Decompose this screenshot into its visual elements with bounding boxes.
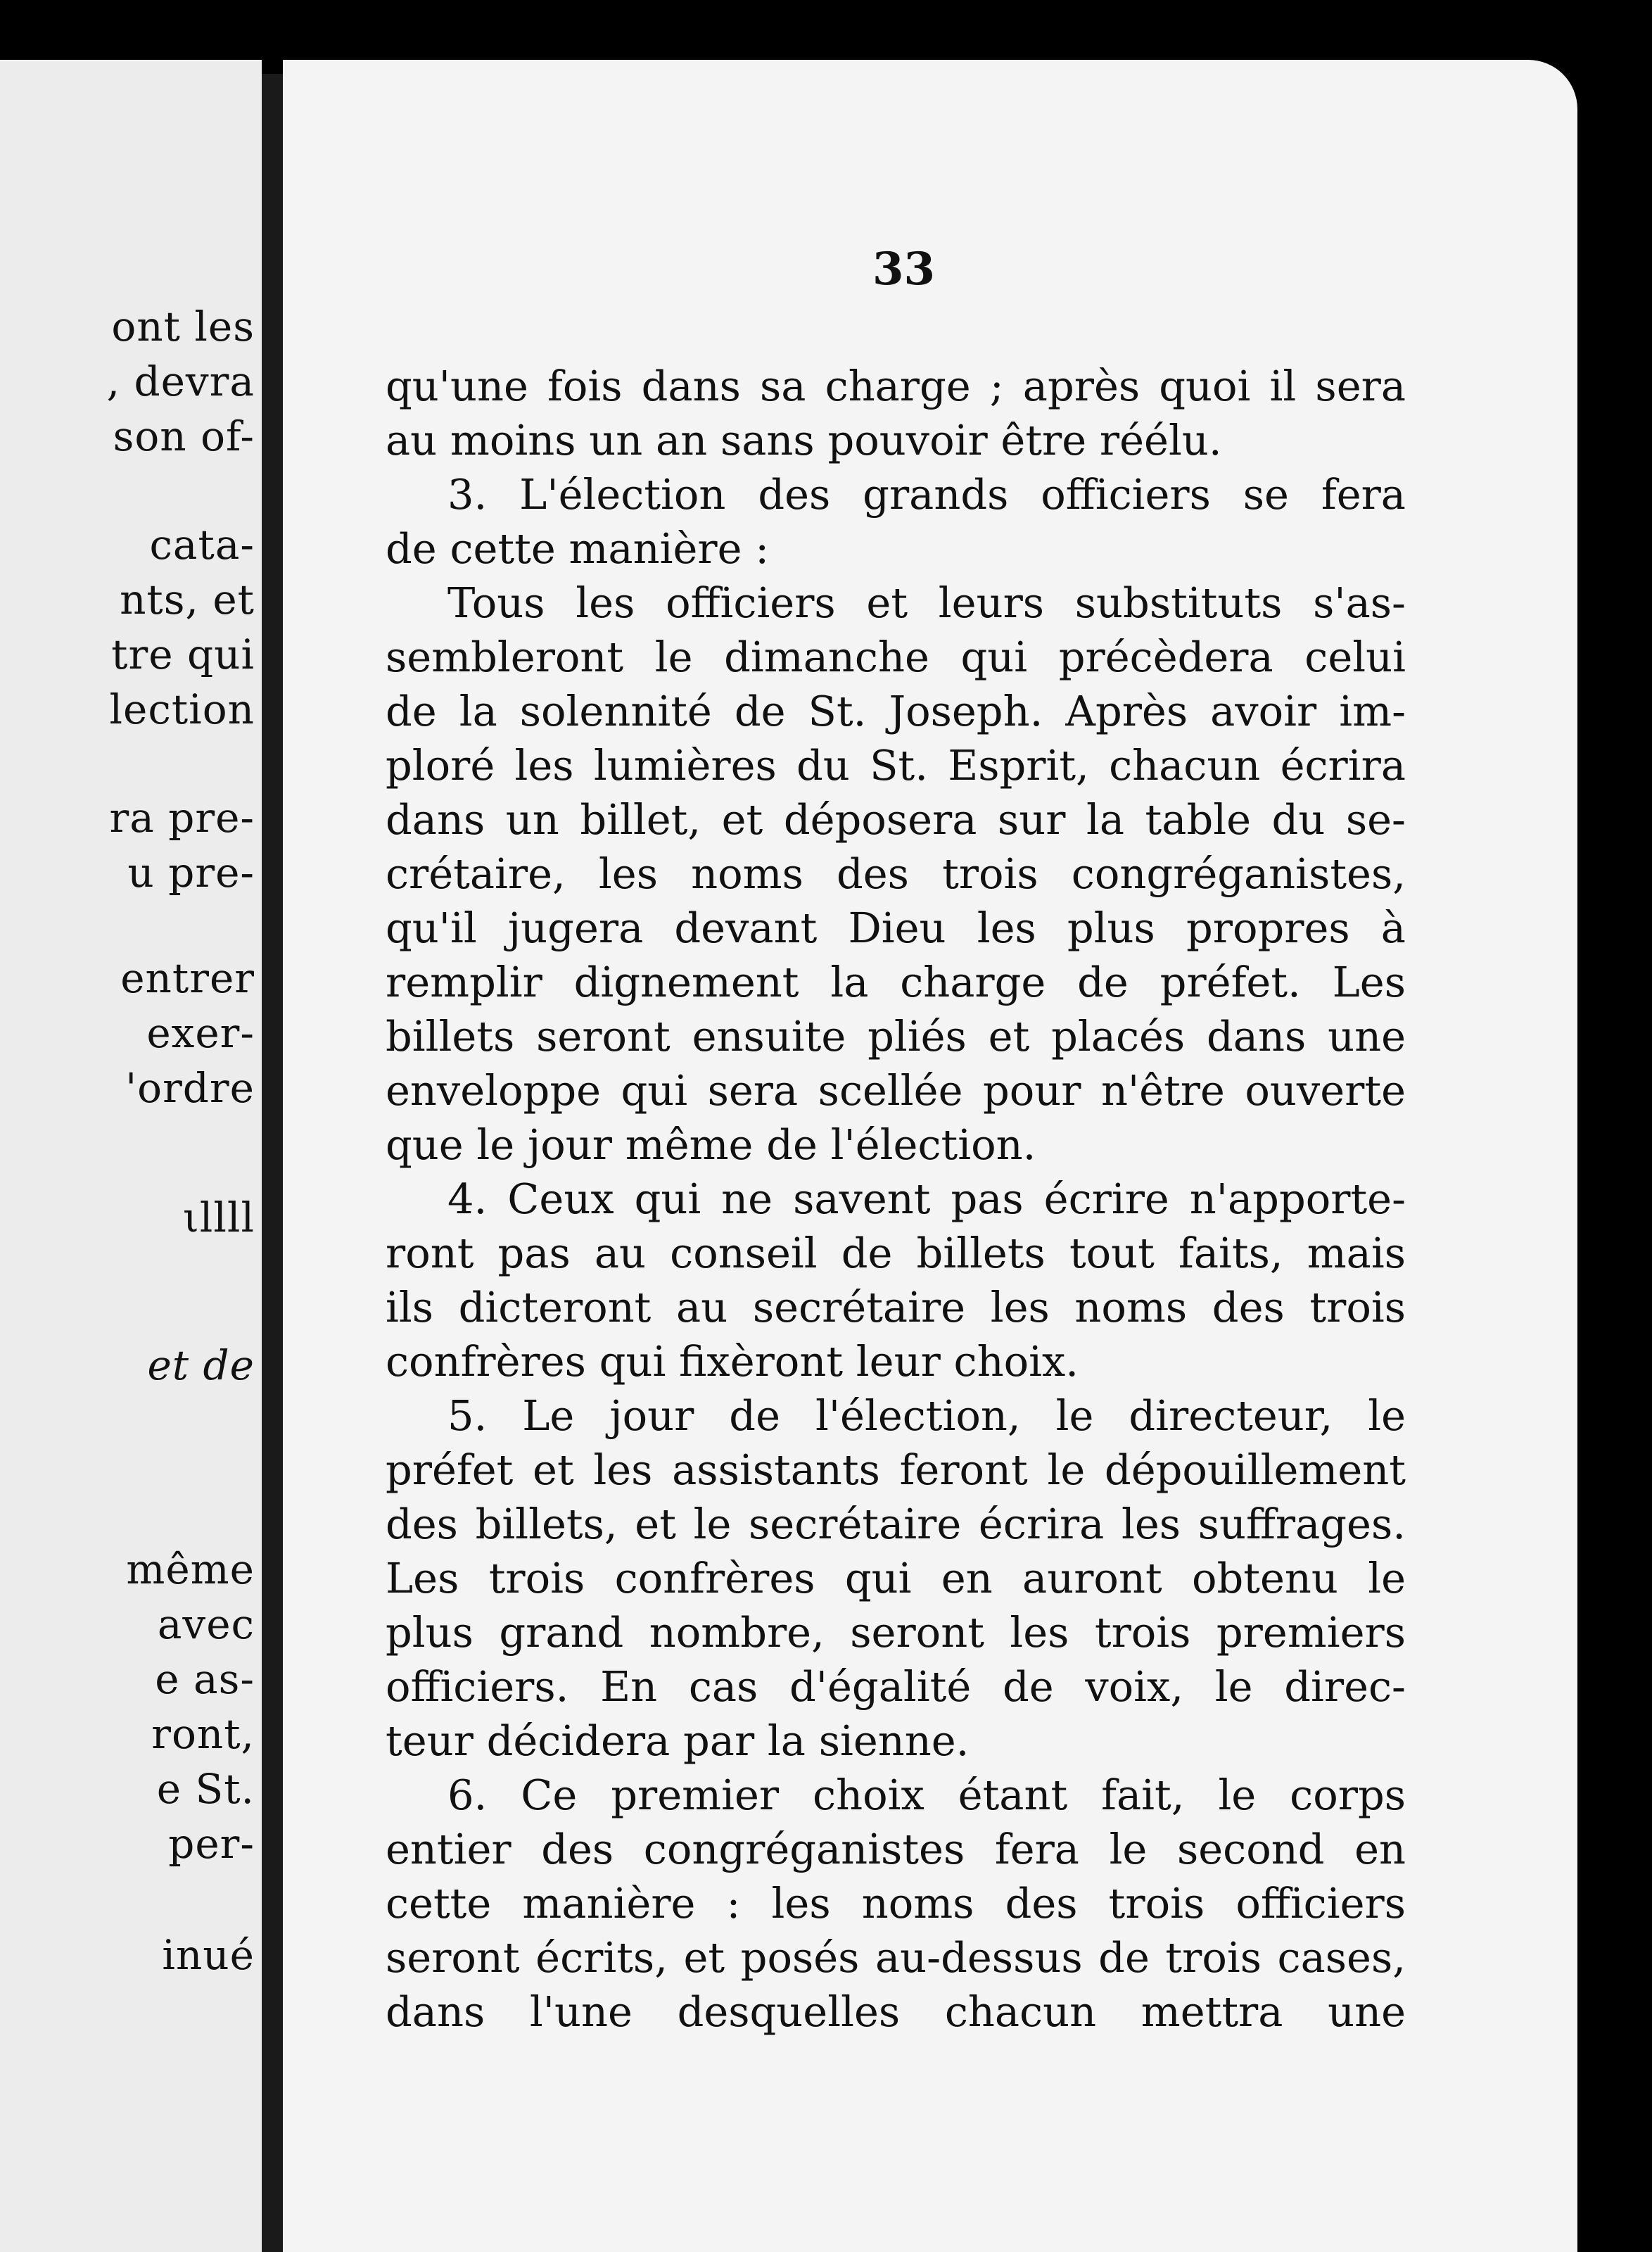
text-line: dans un billet, et déposera sur la table du se- — [386, 795, 1406, 844]
text-line: crétaire, les noms des trois congréganistes, — [386, 849, 1406, 898]
left-page — [0, 60, 262, 2252]
text-line: enveloppe qui sera scellée pour n'être ouverte — [386, 1066, 1406, 1115]
left-page-fragment: cata- — [149, 521, 255, 569]
left-page-fragment: même — [126, 1545, 255, 1593]
text-line: qu'une fois dans sa charge ; après quoi il sera — [386, 362, 1406, 410]
text-line: 3. L'élection des grands officiers se fera — [447, 470, 1406, 519]
text-line: ploré les lumières du St. Esprit, chacun écrira — [386, 741, 1406, 790]
left-page-fragment: ra pre- — [109, 794, 255, 842]
text-line: plus grand nombre, seront les trois premiers — [386, 1608, 1406, 1657]
text-line: officiers. En cas d'égalité de voix, le direc- — [386, 1662, 1406, 1711]
left-page-fragment: u pre- — [127, 849, 255, 897]
text-line: 4. Ceux qui ne savent pas écrire n'apporte- — [447, 1175, 1406, 1223]
text-line: préfet et les assistants feront le dépouillement — [386, 1446, 1406, 1494]
text-line: cette manière : les noms des trois officiers — [386, 1879, 1406, 1928]
left-page-fragment: e as- — [155, 1655, 255, 1703]
left-page-fragment: 'ordre — [125, 1064, 255, 1112]
text-line: confrères qui fixèront leur choix. — [386, 1337, 1079, 1386]
left-page-fragment: ιllll — [183, 1194, 255, 1241]
text-line: 5. Le jour de l'élection, le directeur, le — [447, 1391, 1406, 1440]
left-page-fragment: tre qui — [111, 631, 255, 678]
text-line: de la solennité de St. Joseph. Après avoir im- — [386, 687, 1406, 735]
body-text — [386, 359, 1406, 2039]
text-line: ils dicteront au secrétaire les noms des trois — [386, 1283, 1406, 1331]
text-line: teur décidera par la sienne. — [386, 1716, 970, 1765]
text-line: dans l'une desquelles chacun mettra une — [386, 1987, 1406, 2036]
text-line: entier des congréganistes fera le second en — [386, 1825, 1406, 1873]
left-page-fragment: inué — [162, 1931, 255, 1979]
text-line: remplir dignement la charge de préfet. Les — [386, 958, 1406, 1006]
text-line: qu'il jugera devant Dieu les plus propres à — [386, 904, 1406, 952]
left-page-fragment: ont les — [111, 303, 255, 350]
text-line: au moins un an sans pouvoir être réélu. — [386, 416, 1222, 464]
left-page-fragment: entrer — [120, 954, 255, 1002]
left-page-fragment: e St. — [156, 1765, 255, 1813]
text-line: Les trois confrères qui en auront obtenu le — [386, 1554, 1406, 1602]
left-page-fragment: ront, — [151, 1710, 255, 1758]
left-page-fragment: avec — [157, 1600, 255, 1648]
text-line: que le jour même de l'élection. — [386, 1120, 1036, 1169]
left-page-fragment: son of- — [113, 412, 255, 460]
text-line: ront pas au conseil de billets tout faits, mais — [386, 1229, 1406, 1277]
left-page-fragment: lection — [109, 685, 255, 733]
left-page-fragment: exer- — [146, 1009, 255, 1057]
text-line: billets seront ensuite pliés et placés dans une — [386, 1012, 1406, 1061]
text-line: de cette manière : — [386, 524, 770, 573]
text-line: 6. Ce premier choix étant fait, le corps — [447, 1771, 1406, 1819]
text-line: Tous les officiers et leurs substituts s'as- — [447, 578, 1406, 627]
text-line: sembleront le dimanche qui précèdera celui — [386, 633, 1406, 681]
text-line: seront écrits, et posés au-dessus de trois cases, — [386, 1933, 1406, 1982]
book-gutter — [262, 74, 283, 2252]
left-page-fragment: , devra — [106, 358, 255, 405]
left-page-fragment: nts, et — [120, 576, 255, 624]
page-number: 33 — [872, 243, 936, 296]
text-line: des billets, et le secrétaire écrira les suffrages. — [386, 1500, 1406, 1548]
left-page-fragment: per- — [168, 1820, 255, 1868]
left-page-fragment: et de — [147, 1341, 255, 1389]
